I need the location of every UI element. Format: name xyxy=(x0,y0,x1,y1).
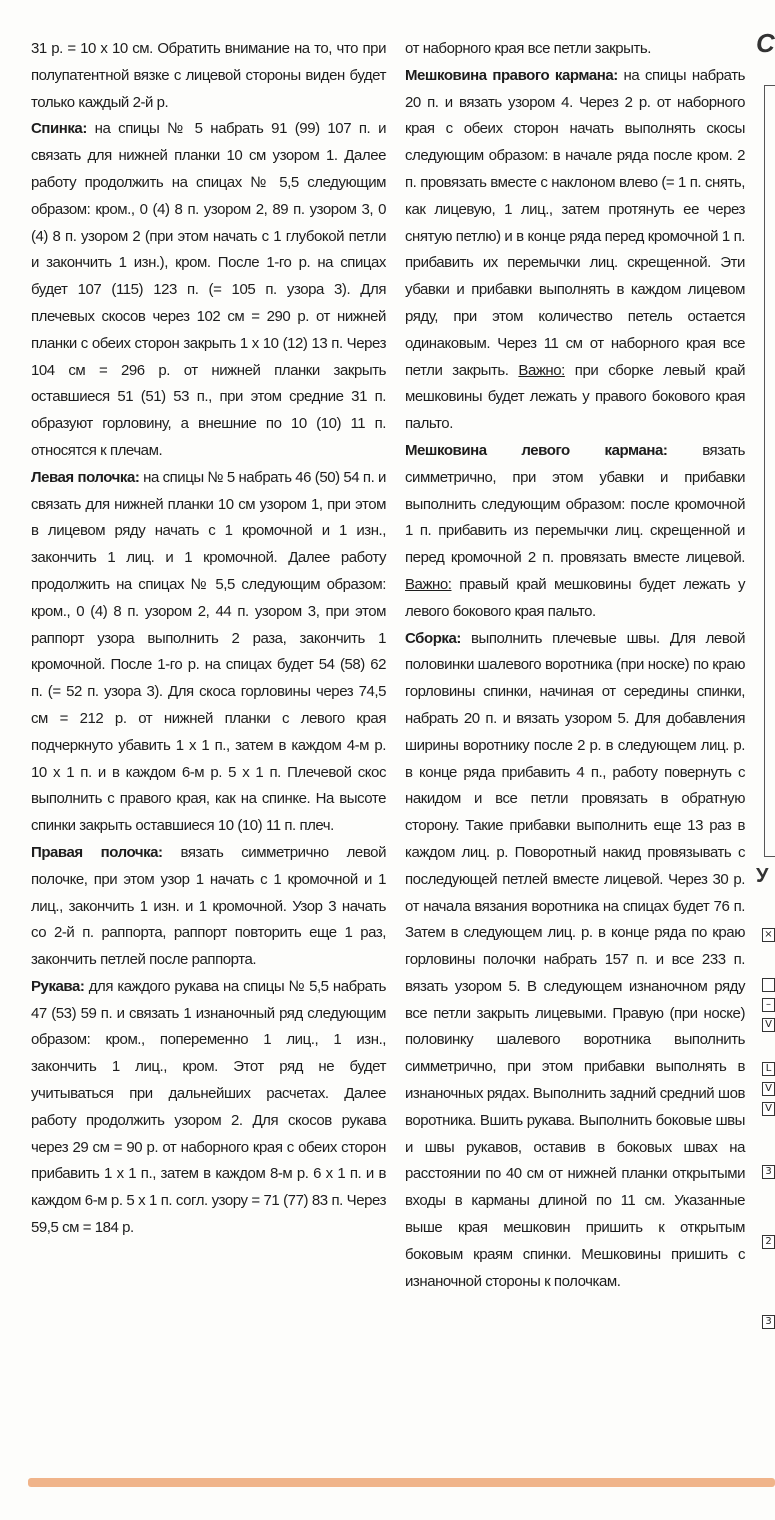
sleeves-heading: Рукава: xyxy=(31,977,85,995)
stitch-symbol-icon xyxy=(762,978,775,992)
left-pocket-heading: Мешковина левого кармана: xyxy=(405,441,668,459)
text-column-middle xyxy=(405,36,745,1295)
diagram-frame-edge xyxy=(764,85,775,857)
back-section: Спинка: на спицы № 5 набрать 91 (99) 107 п. и связать для нижней планки 10 см узором 1. Далее работу продолжить на спицах № 5,5 следующим образом: кром., 0 (4) 8 п. узором 2, 89 п. узором 3, 0 (4) 8 п. узором 2 (при этом начать с 1 глубокой петли и закончить 1 изн.), кром. После 1-го р. на спицах будет 107 (115) 123 п. (= 105 п. узора 3). Для плечевых скосов через 102 см = 290 р. от нижней планки с обеих сторон закрыть 1 х 10 (12) 13 п. Через 104 см = 296 р. от нижней планки закрыть оставшиеся 51 (51) 53 п., при этом средние 31 п. образуют горловину, а внешние по 10 (10) 11 п. относятся к плечам. xyxy=(31,120,386,459)
right-pocket-section: Мешковина правого кармана: на спицы набрать 20 п. и вязать узором 4. Через 2 р. от наборного края с обеих сторон начать выполнять скосы следующим образом: в начале ряда после кром. 2 п. провязать вместе с наклоном влево (= 1 п. снять, как лицевую, 1 лиц., затем протянуть ее через снятую петлю) и в конце ряда перед кромочной 1 п. прибавить их перемычки лиц. скрещенной. Эти убавки и прибавки выполнять в каждом лицевом ряду, при этом количество петель остается одинаковым. Через 11 см от наборного края все петли закрыть. Важно: при сборке левый край мешковины будет лежать у правого бокового края пальто. xyxy=(405,66,745,433)
cropped-heading-letter: С xyxy=(756,28,775,58)
important-note-label: Важно: xyxy=(518,361,565,379)
left-front-heading: Левая полочка: xyxy=(31,468,140,486)
text-column-left xyxy=(31,36,386,1242)
stitch-symbol-icon: V xyxy=(762,1082,775,1096)
back-heading: Спинка: xyxy=(31,120,87,138)
right-pocket-heading: Мешковина правого кармана: xyxy=(405,66,618,84)
stitch-symbol-icon: 2 xyxy=(762,1235,775,1249)
cropped-legend-letter: У xyxy=(756,865,769,887)
stitch-symbol-icon: L xyxy=(762,1062,775,1076)
stitch-symbol-icon: × xyxy=(762,928,775,942)
right-front-heading: Правая полочка: xyxy=(31,843,163,861)
left-pocket-section: Мешковина левого кармана: вязать симметрично, при этом убавки и прибавки выполнить следующим образом: после кромочной 1 п. прибавить из перемычки лиц. скрещенной и перед кромочной 2 п. провязать вместе лицевой. Важно: правый край мешковины будет лежать у левого бокового края пальто. xyxy=(405,441,745,620)
stitch-symbol-icon: 3 xyxy=(762,1165,775,1179)
sleeves-section: Рукава: для каждого рукава на спицы № 5,5 набрать 47 (53) 59 п. и связать 1 изнаночный ряд следующим образом: кром., попеременно 1 лиц., 1 изн., закончить 1 лиц., кром. Этот ряд не будет учитываться при дальнейших расчетах. Далее работу продолжить узором 2. Для скосов рукава через 29 см = 90 р. от наборного края с обеих сторон прибавить 1 х 1 п., затем в каждом 8-м р. 6 х 1 п. и в каждом 6-м р. 5 х 1 п. согл. узору = 71 (77) 83 п. Через 59,5 см = 184 р. xyxy=(31,977,386,1237)
stitch-symbol-icon: 3 xyxy=(762,1315,775,1329)
assembly-section: Сборка: выполнить плечевые швы. Для левой половинки шалевого воротника (при носке) по краю горловины спинки, начиная от середины спинки, набрать 20 п. и вязать узором 5. Для добавления ширины воротнику после 2 р. в следующем лиц. р. в конце ряда прибавить 4 п., работу повернуть с накидом и все петли провязать в обратную сторону. Такие прибавки выполнить еще 13 раз в каждом лиц. р. Поворотный накид провязывать с последующей петлей вместе лицевой. Через 30 р. от начала вязания воротника на спицах будет 76 п. Затем в следующем лиц. р. в конце ряда по краю горловины полочки набрать 157 п. и все 233 п. вязать узором 5. В следующем изнаночном ряду все петли закрыть лицевыми. Правую (при носке) половинку шалевого воротника выполнить симметрично, при этом прибавки выполнять в изнаночных рядах. Выполнить задний средний шов воротника. Вшить рукава. Выполнить боковые швы и швы рукавов, оставив в боковых швах на расстоянии по 40 см от нижней планки открытыми входы в карманы длиной по 11 см. Указанные выше края мешковин пришить к открытым боковым краям спинки. Мешковины пришить с изнаночной стороны к полочкам. xyxy=(405,629,745,1290)
gauge-paragraph: 31 р. = 10 х 10 см. Обратить внимание на то, что при полупатентной вязке с лицевой стороны виден будет только каждый 2-й р. xyxy=(31,40,386,111)
left-front-section: Левая полочка: на спицы № 5 набрать 46 (50) 54 п. и связать для нижней планки 10 см узором 1, при этом в лицевом ряду начать с 1 кромочной и 1 изн., закончить 1 лиц. и 1 кромочной. Далее работу продолжить на спицах № 5,5 следующим образом: кром., 0 (4) 8 п. узором 2, 44 п. узором 3, при этом раппорт узора выполнить 2 раза, закончить 1 кромочной. После 1-го р. на спицах будет 54 (58) 62 п. (= 52 п. узора 3). Для скоса горловины через 74,5 см = 212 р. от нижней планки с левого края подчеркнуто убавить 1 х 1 п., затем в каждом 4-м р. 10 х 1 п. и в каждом 6-м р. 5 х 1 п. Плечевой скос выполнить с правого края, как на спинке. На высоте спинки закрыть оставшиеся 10 (10) 11 п. плеч. xyxy=(31,468,386,835)
important-note-label: Важно: xyxy=(405,575,452,593)
bottom-decorative-rule xyxy=(28,1478,775,1487)
sleeves-continued: от наборного края все петли закрыть. xyxy=(405,40,651,57)
right-front-section: Правая полочка: вязать симметрично левой полочке, при этом узор 1 начать с 1 кромочной и 1 лиц., закончить 1 изн. и 1 кромочной. Узор 3 начать со 2-й п. раппорта, раппорт повторить еще 1 раз, закончить петлей после раппорта. xyxy=(31,843,386,969)
stitch-symbol-icon: – xyxy=(762,998,775,1012)
stitch-symbol-icon: V xyxy=(762,1102,775,1116)
assembly-heading: Сборка: xyxy=(405,629,461,647)
stitch-symbol-icon: V xyxy=(762,1018,775,1032)
